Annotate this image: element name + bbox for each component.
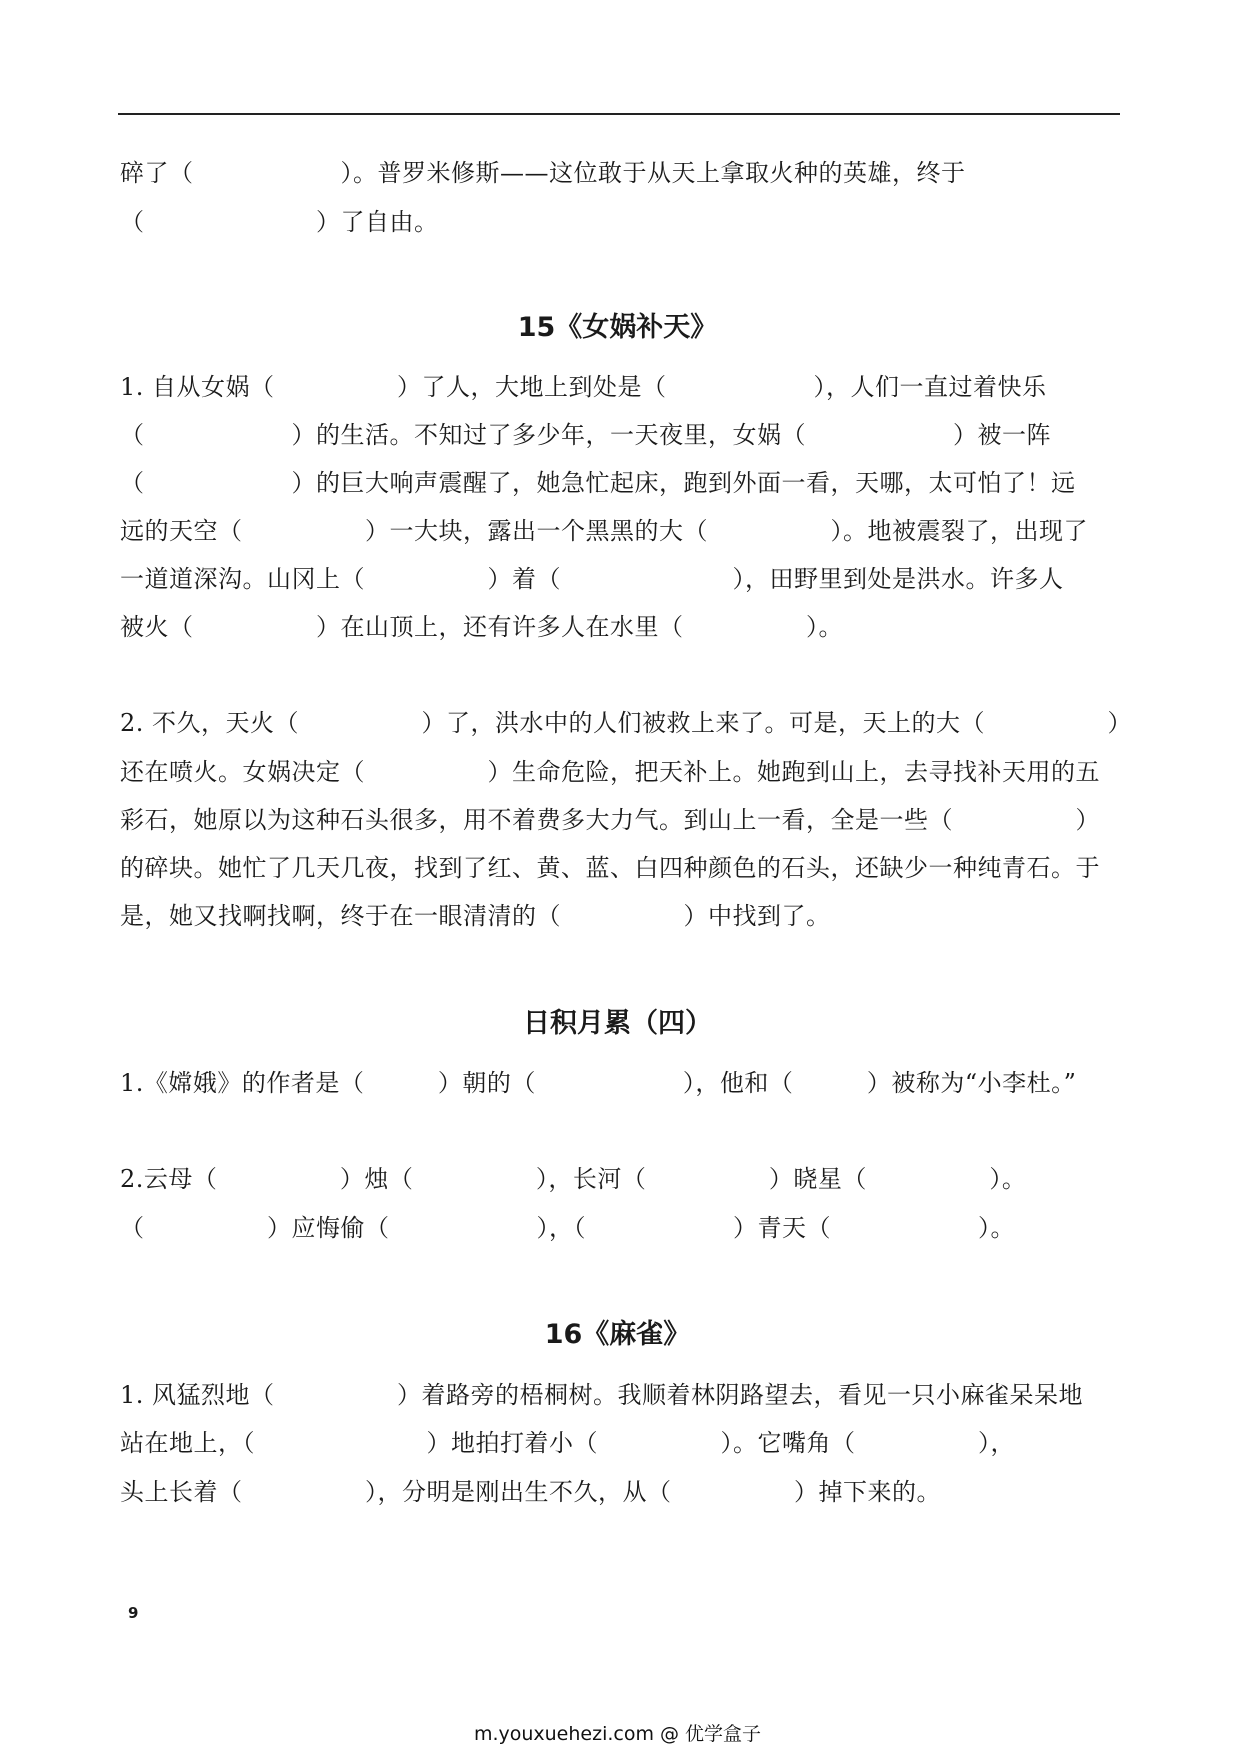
text-line: 被火（ ）在山顶上，还有许多人在水里（ ）。 (120, 613, 843, 641)
section-heading: 16《麻雀》 (544, 1319, 691, 1350)
text-line: 彩石，她原以为这种石头很多，用不着费多大力气。到山上一看，全是一些（ ） (120, 806, 1100, 834)
text-line: 是，她又找啊找啊，终于在一眼清清的（ ）中找到了。 (120, 902, 831, 930)
text-line: （ ）的生活。不知过了多少年，一天夜里，女娲（ ）被一阵 (120, 421, 1051, 449)
footer-watermark: m.youxuehezi.com @ 优学盒子 (473, 1723, 762, 1745)
text-line: 1. 自从女娲（ ）了人，大地上到处是（ ），人们一直过着快乐 (120, 373, 1047, 401)
text-line: （ ）应悔偷（ ），（ ）青天（ ）。 (120, 1214, 1015, 1242)
text-line: 2.云母（ ）烛（ ），长河（ ）晓星（ ）。 (120, 1165, 1027, 1193)
text-line: 1.《嫦娥》的作者是（ ）朝的（ ），他和（ ）被称为“小李杜。” (120, 1069, 1077, 1097)
text-line: 的碎块。她忙了几天几夜，找到了红、黄、蓝、白四种颜色的石头，还缺少一种纯青石。于 (120, 854, 1100, 882)
text-line: 还在喷火。女娲决定（ ）生命危险，把天补上。她跑到山上，去寻找补天用的五 (120, 758, 1100, 786)
text-line: 一道道深沟。山冈上（ ）着（ ），田野里到处是洪水。许多人 (120, 565, 1064, 593)
top-rule (118, 113, 1120, 115)
text-line: 头上长着（ ），分明是刚出生不久，从（ ）掉下来的。 (120, 1478, 941, 1506)
page-number: 9 (128, 1604, 139, 1622)
section-heading: 日积月累（四） (523, 1008, 712, 1039)
text-line: 碎了（ ）。普罗米修斯——这位敢于从天上拿取火种的英雄，终于 (120, 159, 966, 187)
section-heading: 15《女娲补天》 (517, 312, 718, 343)
text-line: （ ）的巨大响声震醒了，她急忙起床，跑到外面一看，天哪，太可怕了！远 (120, 469, 1076, 497)
text-line: 远的天空（ ）一大块，露出一个黑黑的大（ ）。地被震裂了，出现了 (120, 517, 1088, 545)
text-line: （ ）了自由。 (120, 208, 439, 236)
text-line: 2. 不久，天火（ ）了，洪水中的人们被救上来了。可是，天上的大（ ） (120, 709, 1133, 737)
text-line: 站在地上，（ ）地拍打着小（ ）。它嘴角（ ）， (120, 1429, 1015, 1457)
text-line: 1. 风猛烈地（ ）着路旁的梧桐树。我顺着林阴路望去，看见一只小麻雀呆呆地 (120, 1381, 1084, 1409)
